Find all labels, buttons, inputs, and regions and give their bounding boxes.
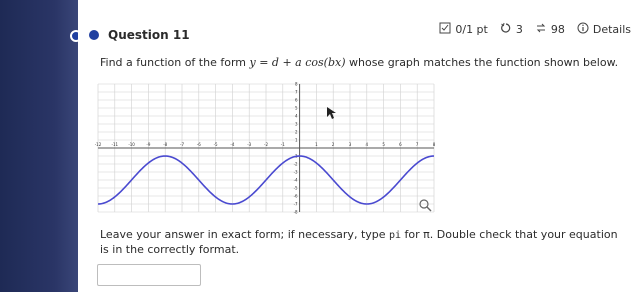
left-nav-rail [0,0,78,292]
x-tick-label: -7 [180,142,184,147]
x-tick-label: -11 [111,142,119,147]
checkbox-icon [439,22,451,37]
answer-instructions [100,228,620,257]
y-tick-label: 3 [295,121,298,127]
retries-count: 3 [515,23,523,36]
x-tick-label: 5 [382,142,385,147]
y-tick-label: 5 [295,105,298,111]
y-tick-label: -3 [293,169,298,175]
x-tick-label: -10 [128,142,135,147]
x-tick-label: -4 [230,142,235,147]
info-icon[interactable] [577,22,589,37]
y-tick-label: -8 [293,209,298,215]
x-tick-label: 1 [315,142,318,147]
x-tick-label: -12 [94,142,102,147]
y-tick-label: -1 [293,153,298,159]
x-tick-label: 6 [399,142,402,147]
x-tick-label: 8 [432,142,436,147]
x-tick-label: -9 [146,142,151,147]
cursor-pointer-icon [327,107,336,119]
retry-icon[interactable] [500,22,512,37]
prompt-text-after: whose graph matches the function shown below. [345,56,619,69]
magnify-icon[interactable] [420,200,431,211]
y-tick-label: 1 [295,137,298,143]
details-link[interactable]: Details [592,23,631,36]
instructions-code: pi [389,230,402,241]
y-tick-label: 7 [295,89,298,95]
x-tick-label: 3 [348,142,352,147]
question-title: Question 11 [108,28,190,42]
submissions-icon [535,22,547,37]
y-tick-label: -7 [293,201,298,207]
x-tick-label: -2 [264,142,268,147]
prompt-text-before: Find a function of the form [100,56,250,69]
x-tick-label: 7 [415,142,419,147]
function-graph [94,80,444,218]
question-status-dot [89,30,99,40]
y-tick-label: -6 [293,193,298,199]
y-tick-label: 4 [295,113,298,119]
y-tick-label: 8 [295,81,298,87]
x-tick-label: -5 [213,142,218,147]
x-tick-label: -3 [247,142,252,147]
x-tick-label: 4 [365,142,369,147]
y-tick-label: 2 [295,129,298,135]
question-card [78,0,641,292]
x-tick-label: -1 [280,142,285,147]
prompt-formula: y = d + a cos(bx) [249,56,346,69]
instructions-text-before: Leave your answer in exact form; if necessary, type [100,228,390,241]
x-tick-label: -6 [196,142,201,147]
graph-canvas [94,80,444,218]
instructions-text-after: for π. Double check that your equation is in the correctly format. [100,228,618,256]
x-tick-label: -8 [163,142,168,147]
answer-input[interactable] [97,264,201,286]
score-text: 0/1 pt [455,23,488,36]
question-header [78,0,641,50]
y-tick-label: 6 [295,97,298,103]
y-tick-label: -2 [293,161,298,167]
submissions-count: 98 [550,23,565,36]
y-tick-label: -4 [293,177,298,183]
question-meta [439,22,631,37]
x-tick-label: 2 [331,142,335,147]
question-prompt [100,56,618,69]
y-tick-label: -5 [293,185,298,191]
